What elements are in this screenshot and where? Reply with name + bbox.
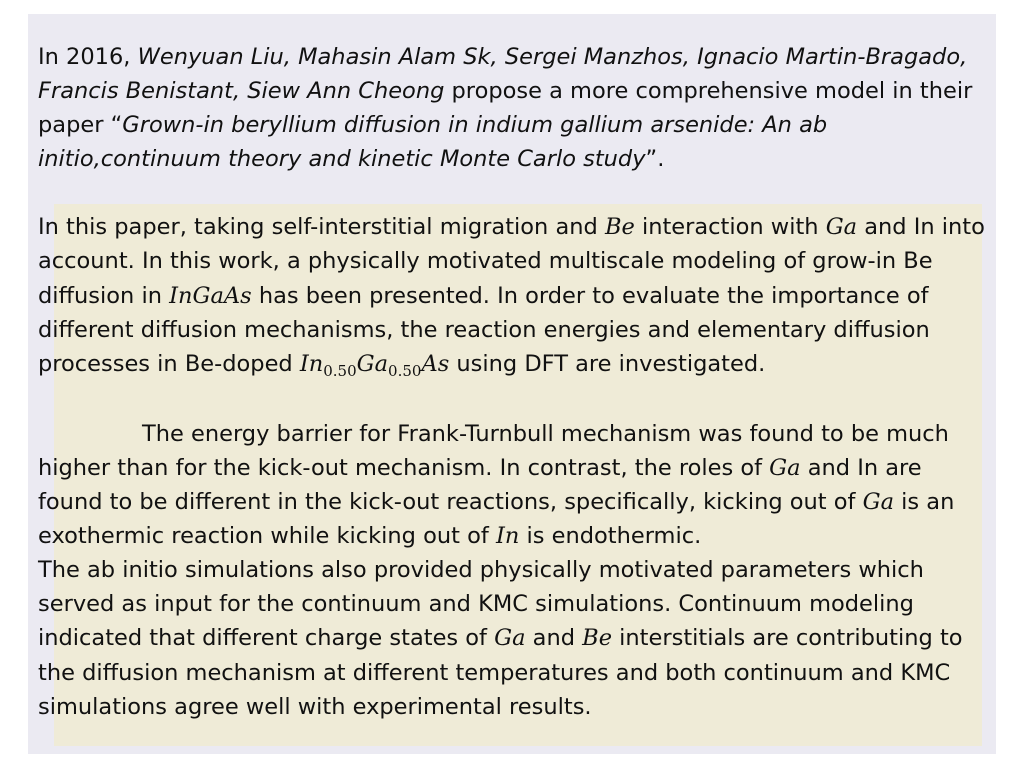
math-in: In: [495, 523, 520, 550]
math-be: Be: [604, 214, 635, 241]
math-be: Be: [582, 625, 613, 652]
math-ga: Ga: [862, 489, 894, 516]
math-as: As: [421, 350, 450, 377]
paper-title: Grown-in beryllium diffusion in indium gallium arsenide: An ab initio,continuum theory and kinetic Monte Carlo study: [38, 112, 828, 173]
paragraph-gap: [38, 176, 988, 210]
math-ga: Ga: [494, 625, 526, 652]
conclusion-paragraph: The ab initio simulations also provided physically motivated parameters which served as input for the continuum and KMC simulations. Continuum modeling indicated that different charge states of Ga and Be interstitials are contributing to the diffusion mechanism at different temperatures and both continuum and KMC simulations agree well with experimental results.: [38, 557, 963, 720]
slide-content: [38, 40, 988, 724]
math-in: In: [299, 350, 324, 377]
findings-paragraph: The energy barrier for Frank-Turnbull mechanism was found to be much higher than for the kick-out mechanism. In contrast, the roles of Ga and In are found to be different in the kick-out reactions, specifically, kicking out of Ga is an exothermic reaction while kicking out of In is endothermic.: [38, 420, 955, 550]
math-ga: Ga: [825, 214, 858, 241]
math-subscript: 0.50: [323, 361, 357, 380]
summary-paragraph: In this paper, taking self-interstitial migration and Be interaction with Ga and In into account. In this work, a physically motivated multiscale modeling of grow-in Be diffusion in InGaAs has been presented. In order to evaluate the importance of different diffusion mechanisms, the reaction energies and elementary diffusion processes in Be-doped $In_{0.50}Ga_{0.50}As$ using DFT are investigated.: [38, 214, 985, 380]
paragraph-gap: [38, 383, 988, 417]
math-ingaas: InGaAs: [169, 282, 252, 309]
math-subscript: 0.50: [388, 361, 422, 380]
author-list: Wenyuan Liu, Mahasin Alam Sk, Sergei Manzhos, Ignacio Martin-Bragado, Francis Benistant, Siew Ann Cheong: [38, 44, 968, 105]
math-ga: Ga: [356, 350, 389, 377]
math-ga: Ga: [769, 454, 801, 481]
intro-paragraph: In 2016, Wenyuan Liu, Mahasin Alam Sk, Sergei Manzhos, Ignacio Martin-Bragado, Francis Benistant, Siew Ann Cheong propose a more comprehensive model in their paper “Grown-in beryllium diffusion in indium gallium arsenide: An ab initio,continuum theory and kinetic Monte Carlo study”.: [38, 44, 973, 173]
